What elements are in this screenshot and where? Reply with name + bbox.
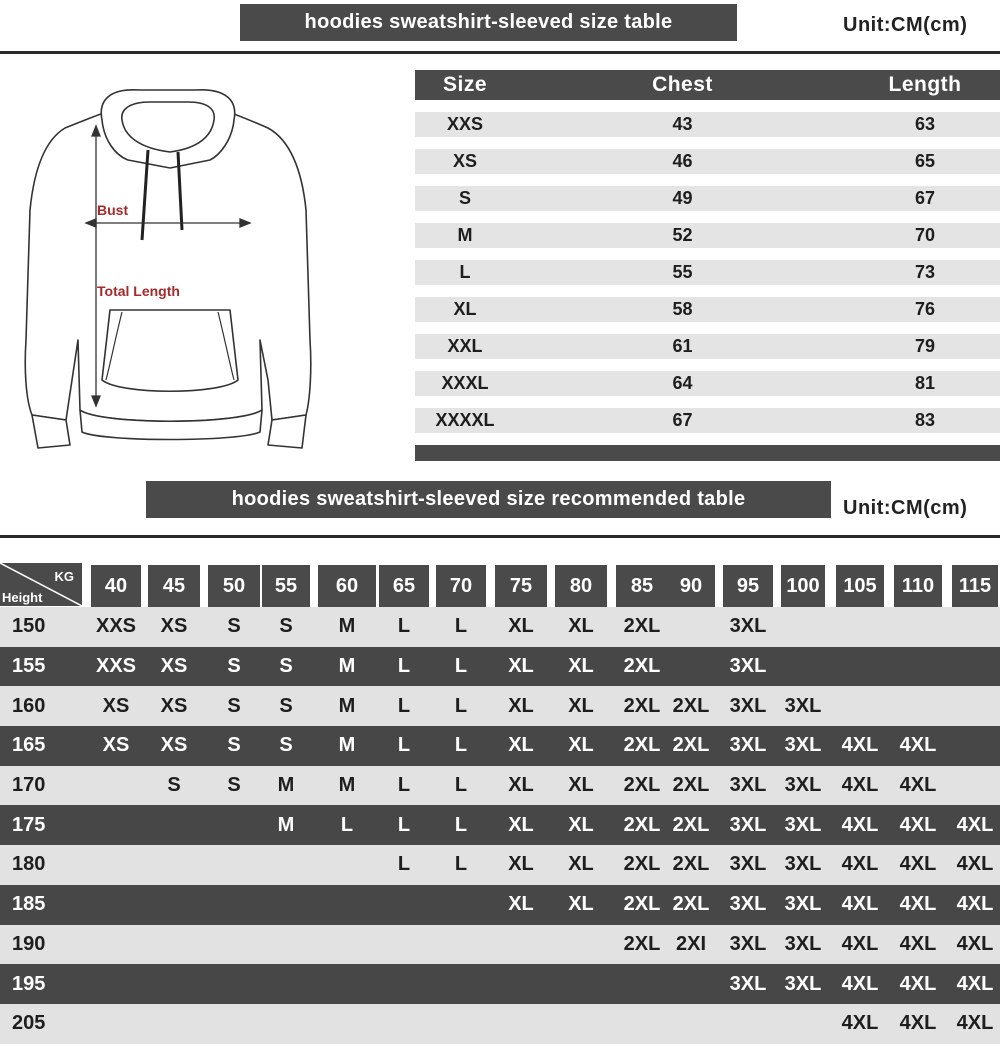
length-cell: 70 [914, 225, 936, 245]
size-recommendation-cell: 4XL [899, 774, 937, 797]
size-recommendation-cell: M [338, 774, 356, 797]
recommended-table-row [0, 805, 1000, 845]
size-recommendation-cell: L [454, 655, 468, 678]
size-table-row [415, 260, 1000, 285]
size-recommendation-cell: 4XL [841, 932, 879, 955]
size-recommendation-cell: S [227, 615, 241, 638]
size-recommendation-cell: 4XL [841, 1012, 879, 1035]
weight-header-cell: 70 [436, 565, 486, 607]
size-cell: XL [453, 299, 477, 319]
kg-label: KG [54, 569, 74, 584]
size-recommendation-cell: 2XL [623, 655, 661, 678]
size-recommendation-cell: XL [508, 813, 534, 836]
size-recommendation-cell: M [338, 615, 356, 638]
divider-top [0, 51, 1000, 54]
size-recommendation-cell: 3XL [784, 932, 822, 955]
size-table [415, 70, 1000, 461]
height-cell: 185 [12, 893, 46, 916]
size-recommendation-cell: 2XL [623, 774, 661, 797]
weight-header-cell: 80 [555, 565, 607, 607]
size-recommendation-cell: XL [508, 694, 534, 717]
size-recommendation-cell: S [227, 774, 241, 797]
chest-cell: 55 [672, 262, 693, 282]
size-recommendation-cell: XL [508, 615, 534, 638]
size-recommendation-cell: S [279, 615, 293, 638]
size-recommendation-cell: XL [568, 813, 594, 836]
size-table-row [415, 334, 1000, 359]
size-recommendation-cell: 4XL [956, 813, 994, 836]
size-recommendation-cell: 2XL [623, 694, 661, 717]
size-table-title: hoodies sweatshirt-sleeved size table [240, 4, 737, 41]
size-recommendation-cell: M [277, 774, 295, 797]
size-recommendation-cell: S [279, 655, 293, 678]
size-recommendation-cell: 3XL [729, 813, 767, 836]
size-recommendation-cell: XS [160, 615, 188, 638]
size-recommendation-cell: 3XL [784, 972, 822, 995]
size-recommendation-cell: S [227, 694, 241, 717]
height-weight-corner [0, 563, 82, 606]
size-table-header [415, 70, 1000, 100]
hoodie-diagram [10, 80, 320, 455]
size-recommendation-cell: XL [508, 774, 534, 797]
size-recommendation-cell: S [167, 774, 181, 797]
size-recommendation-cell: L [454, 853, 468, 876]
size-recommendation-cell: 4XL [956, 932, 994, 955]
size-recommendation-cell: XS [160, 694, 188, 717]
height-cell: 150 [12, 615, 46, 638]
size-recommendation-cell: M [338, 694, 356, 717]
size-recommendation-cell: 4XL [841, 972, 879, 995]
size-recommendation-cell: 3XL [729, 694, 767, 717]
size-recommendation-cell: 3XL [729, 615, 767, 638]
length-cell: 81 [914, 373, 936, 393]
size-recommendation-cell: 4XL [841, 813, 879, 836]
size-recommendation-cell: L [454, 774, 468, 797]
size-recommendation-cell: M [338, 734, 356, 757]
size-recommendation-cell: 3XL [729, 972, 767, 995]
chest-cell: 52 [672, 225, 693, 245]
size-recommendation-cell: 2XL [623, 932, 661, 955]
size-table-row [415, 371, 1000, 396]
size-table-row [415, 149, 1000, 174]
height-cell: 190 [12, 932, 46, 955]
size-cell: XXS [446, 114, 484, 134]
size-recommendation-cell: M [277, 813, 295, 836]
size-recommendation-cell: XS [160, 734, 188, 757]
size-recommendation-cell: 4XL [841, 734, 879, 757]
size-recommendation-cell: 4XL [956, 972, 994, 995]
size-recommendation-cell: L [397, 813, 411, 836]
size-recommendation-cell: XL [508, 734, 534, 757]
size-recommendation-cell: 4XL [956, 1012, 994, 1035]
length-cell: 83 [914, 410, 936, 430]
size-recommendation-cell: L [454, 813, 468, 836]
size-recommendation-cell: L [397, 655, 411, 678]
recommended-table-row [0, 925, 1000, 965]
recommended-table-row [0, 845, 1000, 885]
weight-header-cell: 55 [262, 565, 310, 607]
size-recommendation-cell: XXS [95, 655, 137, 678]
size-recommendation-cell: 4XL [841, 853, 879, 876]
size-recommendation-cell: 4XL [899, 1012, 937, 1035]
size-recommendation-cell: L [454, 615, 468, 638]
height-label: Height [2, 590, 43, 605]
divider-recommended [0, 535, 1000, 538]
weight-header-cell: 50 [208, 565, 260, 607]
size-table-row [415, 408, 1000, 433]
size-recommendation-cell: XS [102, 734, 130, 757]
size-recommendation-cell: XS [160, 655, 188, 678]
size-recommendation-cell: 4XL [899, 893, 937, 916]
height-cell: 160 [12, 694, 46, 717]
length-cell: 76 [914, 299, 936, 319]
size-recommendation-cell: 4XL [899, 932, 937, 955]
chest-cell: 46 [672, 151, 693, 171]
size-recommendation-cell: 3XL [729, 734, 767, 757]
weight-header-cell: 110 [894, 565, 942, 607]
size-table-footer-bar [415, 445, 1000, 461]
weight-header-cell: 65 [379, 565, 429, 607]
chest-cell: 43 [672, 114, 693, 134]
total-length-label: Total Length [97, 283, 180, 299]
size-recommendation-cell: 3XL [729, 853, 767, 876]
length-cell: 67 [914, 188, 936, 208]
weight-header-cell: 45 [148, 565, 200, 607]
size-recommendation-cell: L [340, 813, 354, 836]
size-cell: M [457, 225, 473, 245]
size-recommendation-cell: 3XL [729, 932, 767, 955]
size-cell: XXL [447, 336, 483, 356]
size-recommendation-cell: 3XL [784, 853, 822, 876]
size-recommendation-cell: 2XL [623, 734, 661, 757]
weight-header-cell: 95 [723, 565, 773, 607]
size-recommendation-cell: 3XL [784, 774, 822, 797]
weight-header-cell: 75 [495, 565, 547, 607]
size-recommendation-cell: XXS [95, 615, 137, 638]
length-cell: 63 [914, 114, 936, 134]
size-recommendation-cell: XL [568, 655, 594, 678]
size-recommendation-cell: XL [508, 893, 534, 916]
chest-cell: 49 [672, 188, 693, 208]
size-recommendation-cell: 4XL [899, 853, 937, 876]
weight-header-cell: 105 [836, 565, 884, 607]
size-recommendation-cell: L [397, 774, 411, 797]
size-recommendation-cell: S [227, 655, 241, 678]
size-recommendation-cell: L [397, 694, 411, 717]
size-recommendation-cell: 2XL [672, 694, 710, 717]
size-recommendation-cell: 4XL [899, 734, 937, 757]
recommended-table-row [0, 686, 1000, 726]
height-cell: 170 [12, 774, 46, 797]
size-recommendation-cell: XL [508, 655, 534, 678]
size-recommendation-cell: S [227, 734, 241, 757]
recommended-table-row [0, 607, 1000, 647]
size-recommendation-cell: XS [102, 694, 130, 717]
recommended-size-table [0, 562, 1000, 1044]
height-cell: 165 [12, 734, 46, 757]
size-cell: L [459, 262, 471, 282]
size-recommendation-cell: 2XL [623, 893, 661, 916]
recommended-table-row [0, 726, 1000, 766]
unit-label-recommended: Unit:CM(cm) [843, 497, 968, 519]
size-table-row [415, 186, 1000, 211]
size-recommendation-cell: 2XL [672, 853, 710, 876]
size-recommendation-cell: 2XL [672, 774, 710, 797]
size-recommendation-cell: XL [568, 774, 594, 797]
length-header: Length [888, 73, 962, 96]
recommended-table-row [0, 885, 1000, 925]
recommended-table-row [0, 1004, 1000, 1044]
size-recommendation-cell: 4XL [899, 972, 937, 995]
length-cell: 79 [914, 336, 936, 356]
size-recommendation-cell: XL [568, 615, 594, 638]
size-recommendation-cell: XL [568, 853, 594, 876]
size-recommendation-cell: 4XL [956, 893, 994, 916]
bust-label: Bust [97, 202, 129, 218]
recommended-table-row [0, 964, 1000, 1004]
size-table-row [415, 223, 1000, 248]
size-recommendation-cell: XL [508, 853, 534, 876]
size-recommendation-cell: 4XL [899, 813, 937, 836]
height-cell: 155 [12, 655, 46, 678]
recommended-table-row [0, 647, 1000, 687]
size-recommendation-cell: L [397, 853, 411, 876]
size-recommendation-cell: XL [568, 734, 594, 757]
size-recommendation-cell: 3XL [729, 893, 767, 916]
size-recommendation-cell: 4XL [956, 853, 994, 876]
size-cell: S [458, 188, 471, 208]
chest-cell: 61 [672, 336, 693, 356]
size-recommendation-cell: 3XL [784, 734, 822, 757]
size-table-row [415, 297, 1000, 322]
size-header: Size [442, 73, 488, 96]
size-table-row [415, 112, 1000, 137]
size-recommendation-cell: 3XL [784, 813, 822, 836]
size-recommendation-cell: 2XL [672, 813, 710, 836]
weight-header-cell: 90 [667, 565, 715, 607]
recommended-table-title: hoodies sweatshirt-sleeved size recommended table [146, 481, 831, 518]
size-recommendation-cell: S [279, 694, 293, 717]
unit-label-top: Unit:CM(cm) [843, 14, 968, 36]
size-recommendation-cell: 3XL [784, 694, 822, 717]
size-cell: XXXXL [435, 410, 495, 430]
weight-header-cell: 115 [952, 565, 998, 607]
size-recommendation-cell: S [279, 734, 293, 757]
size-recommendation-cell: L [397, 615, 411, 638]
height-cell: 175 [12, 813, 46, 836]
weight-header-cell: 60 [318, 565, 376, 607]
size-recommendation-cell: XL [568, 893, 594, 916]
chest-header: Chest [652, 73, 713, 96]
size-recommendation-cell: L [454, 694, 468, 717]
height-cell: 205 [12, 1012, 46, 1035]
size-recommendation-cell: 4XL [841, 774, 879, 797]
size-cell: XS [452, 151, 477, 171]
size-recommendation-cell: 3XL [729, 774, 767, 797]
weight-header-row [0, 562, 1000, 607]
size-cell: XXXL [441, 373, 489, 393]
size-recommendation-cell: 3XL [784, 893, 822, 916]
size-recommendation-cell: 3XL [729, 655, 767, 678]
weight-header-cell: 40 [91, 565, 141, 607]
height-cell: 195 [12, 972, 46, 995]
weight-header-cell: 85 [616, 565, 668, 607]
size-recommendation-cell: 2XL [623, 615, 661, 638]
size-recommendation-cell: L [397, 734, 411, 757]
weight-header-cell: 100 [781, 565, 825, 607]
chest-cell: 58 [672, 299, 693, 319]
size-recommendation-cell: 2XL [623, 853, 661, 876]
size-recommendation-cell: 2XL [672, 893, 710, 916]
size-recommendation-cell: 2XL [672, 734, 710, 757]
height-cell: 180 [12, 853, 46, 876]
chest-cell: 67 [672, 410, 693, 430]
length-cell: 65 [914, 151, 936, 171]
length-cell: 73 [914, 262, 936, 282]
size-recommendation-cell: XL [568, 694, 594, 717]
size-recommendation-cell: L [454, 734, 468, 757]
recommended-table-row [0, 766, 1000, 806]
size-recommendation-cell: 2XI [675, 932, 707, 955]
size-recommendation-cell: 4XL [841, 893, 879, 916]
size-recommendation-cell: M [338, 655, 356, 678]
chest-cell: 64 [672, 373, 693, 393]
size-recommendation-cell: 2XL [623, 813, 661, 836]
